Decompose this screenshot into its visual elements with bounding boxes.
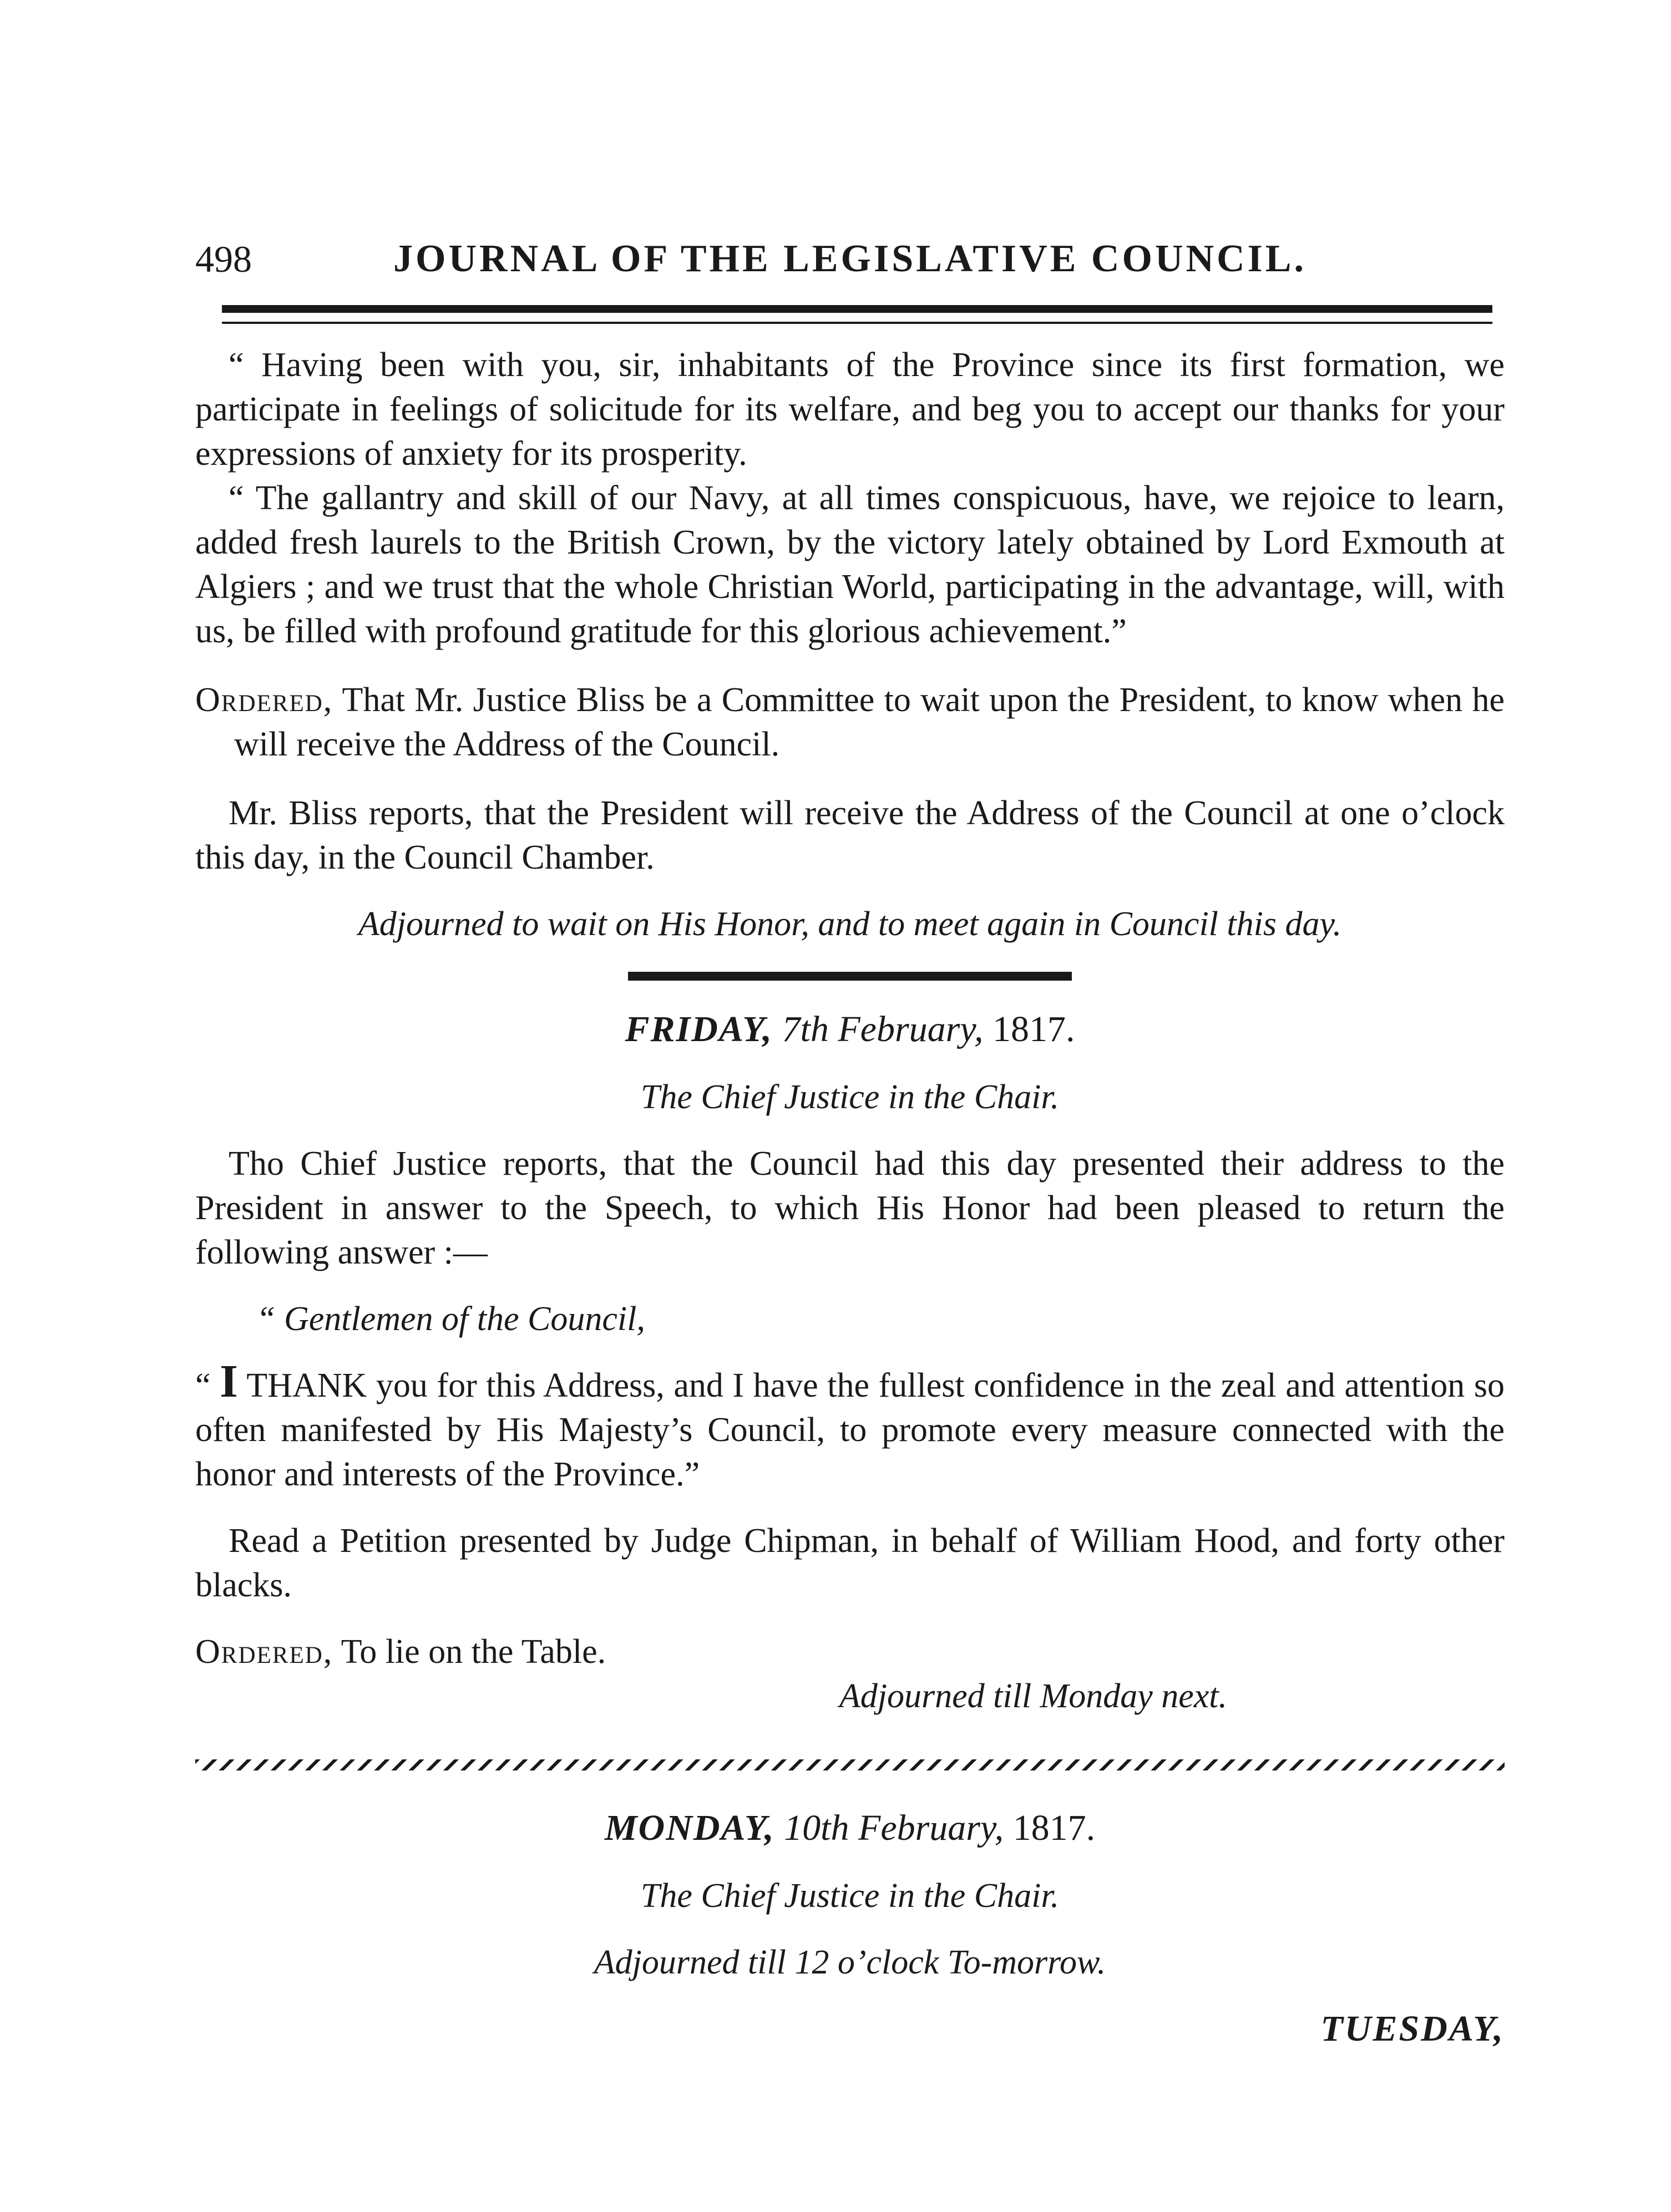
page-body — [195, 343, 1505, 1985]
chief-justice-report: Tho Chief Justice reports, that the Council had this day presented their address to the President in answer to the Speech, to which His Honor had been pleased to return the following answer :— — [195, 1145, 1505, 1271]
header-rule-thin — [222, 322, 1492, 324]
friday-adjournment: Adjourned till Monday next. — [839, 1677, 1227, 1715]
salutation: “ Gentlemen of the Council, — [256, 1300, 645, 1338]
address-paragraph-2: “ The gallantry and skill of our Navy, at all times conspicuous, have, we rejoice to learn, added fresh laurels to the British Crown, by the victory lately obtained by Lord Exmouth at Algiers ; and we trust that the whole Christian World, participating in the advantage, will, with us, be filled with profound gratitude for this glorious achievement.” — [195, 479, 1505, 650]
monday-year: 1817. — [1004, 1808, 1096, 1848]
ordered-label: Ordered, — [195, 681, 333, 719]
address-paragraph-1: “ Having been with you, sir, inhabitants of the Province since its first formation, we participate in feelings of solicitude for its welfare, and beg you to accept our thanks for your expressions of anxiety for its prosperity. — [195, 346, 1505, 473]
order-table-paragraph — [195, 1630, 1505, 1674]
monday-dateline — [195, 1805, 1505, 1851]
monday-chair: The Chief Justice in the Chair. — [640, 1877, 1060, 1915]
monday-adjournment: Adjourned till 12 o’clock To-morrow. — [594, 1944, 1106, 1981]
friday-dateline — [195, 1006, 1505, 1053]
page-number: 498 — [195, 238, 252, 280]
friday-day: FRIDAY, — [625, 1009, 773, 1049]
reply-text: you for this Address, and I have the fullest confidence in the zeal and attention so often manifested by His Majesty’s Council, to promote every measure connected with the honor and interests of the Province.” — [195, 1367, 1505, 1493]
page-header — [195, 229, 1505, 290]
adjournment-note: Adjourned to wait on His Honor, and to meet again in Council this day. — [358, 905, 1342, 943]
friday-date: 7th February, — [773, 1009, 984, 1049]
ornamental-divider — [195, 1759, 1505, 1770]
monday-day: MONDAY, — [604, 1808, 775, 1848]
order-table-text: To lie on the Table. — [333, 1633, 606, 1671]
bliss-report-paragraph: Mr. Bliss reports, that the President will receive the Address of the Council at one o’clock this day, in the Council Chamber. — [195, 794, 1505, 876]
running-title: JOURNAL OF THE LEGISLATIVE COUNCIL. — [393, 237, 1307, 280]
petition-paragraph: Read a Petition presented by Judge Chipman, in behalf of William Hood, and forty other blacks. — [195, 1522, 1505, 1604]
reply-open-quote: “ — [195, 1367, 220, 1404]
friday-chair: The Chief Justice in the Chair. — [640, 1078, 1060, 1116]
reply-dropcap: I — [220, 1356, 238, 1407]
ordered-label-2: Ordered, — [195, 1633, 333, 1671]
header-rule-thick — [222, 305, 1492, 313]
reply-thank: THANK — [237, 1367, 367, 1404]
section-divider — [628, 972, 1072, 981]
monday-date: 10th February, — [774, 1808, 1004, 1848]
order-committee-text: That Mr. Justice Bliss be a Committee to wait upon the President, to know when he will receive the Address of the Council. — [234, 681, 1505, 763]
presidents-reply — [195, 1356, 1505, 1496]
friday-year: 1817. — [983, 1009, 1075, 1049]
order-committee-paragraph — [195, 678, 1505, 767]
catchword: TUESDAY, — [1320, 2008, 1505, 2049]
